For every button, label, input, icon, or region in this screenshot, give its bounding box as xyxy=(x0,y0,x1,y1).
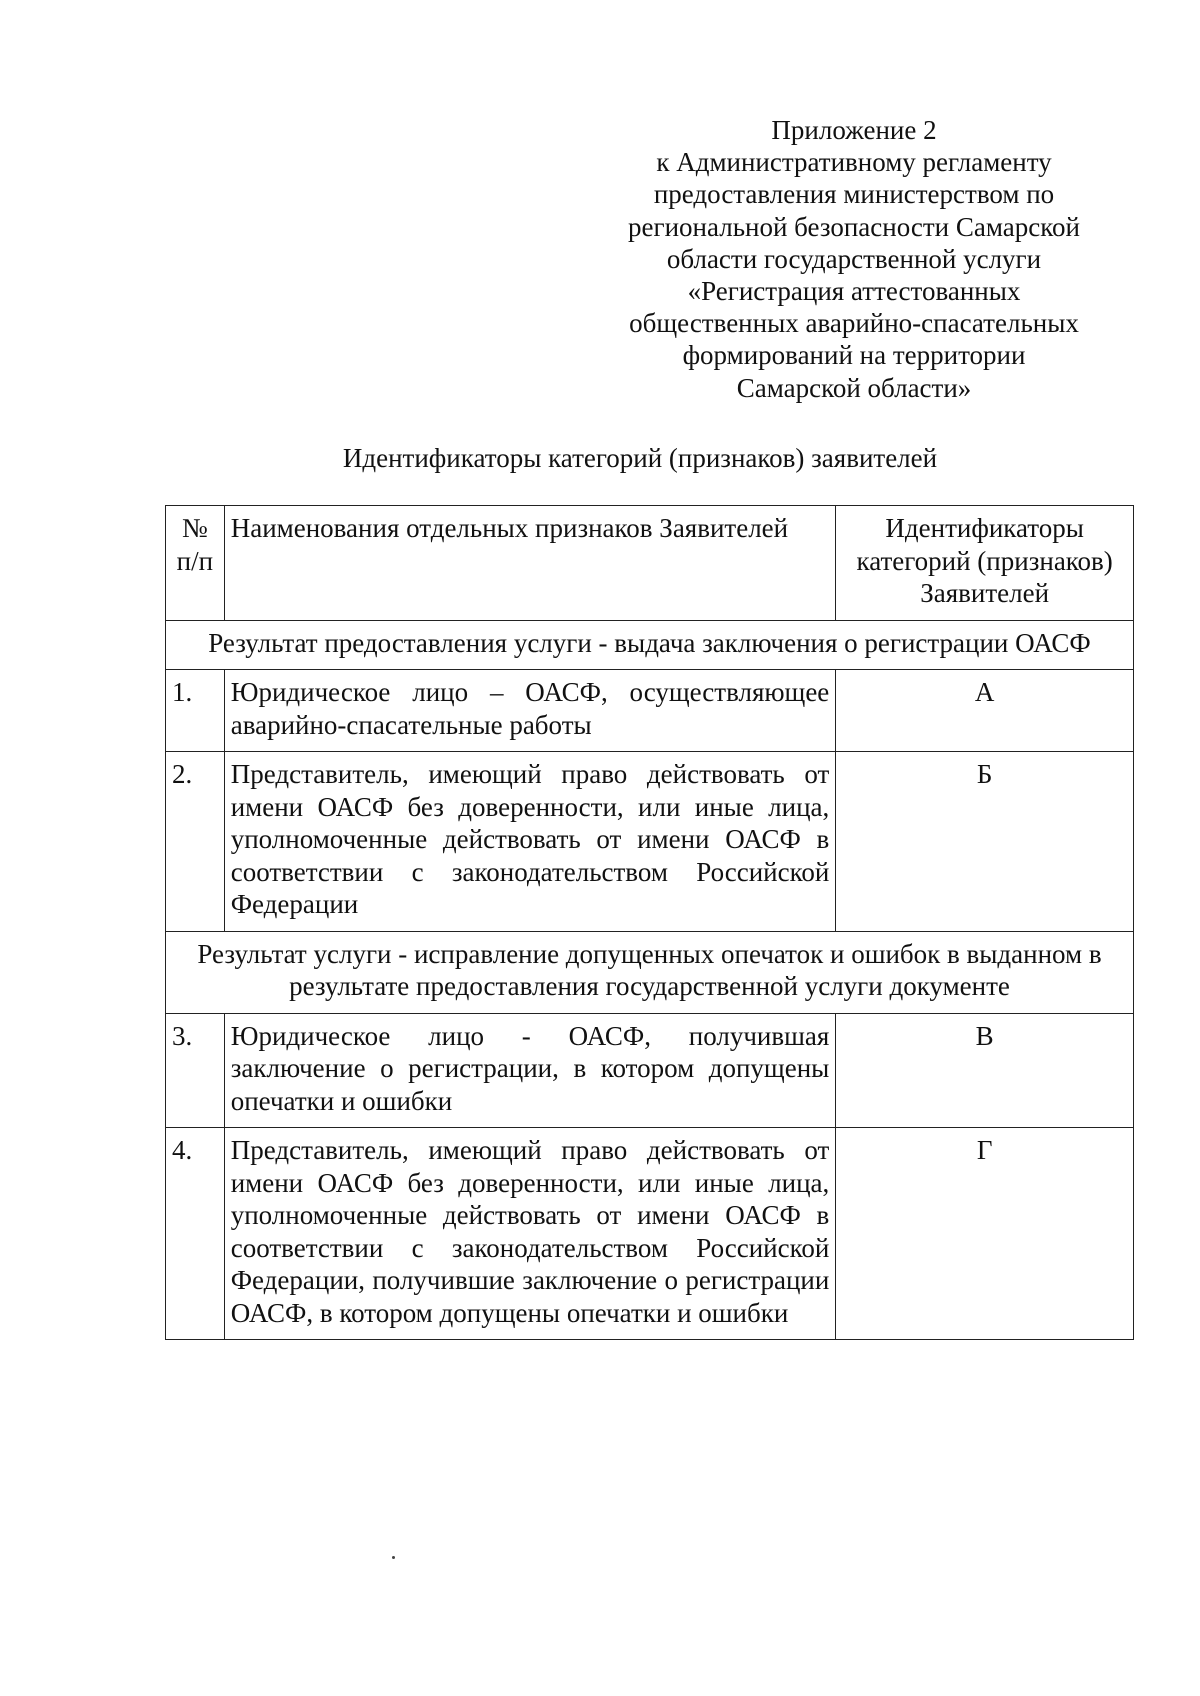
section-title: Результат услуги - исправление допущенных опечаток и ошибок в выданном в результате предоставления государственной услуги документе xyxy=(166,931,1134,1013)
row-name: Юридическое лицо - ОАСФ, получившая заключение о регистрации, в котором допущены опечатки и ошибки xyxy=(224,1013,836,1128)
row-number: 3. xyxy=(166,1013,225,1128)
category-table xyxy=(165,505,1134,1340)
row-number: 1. xyxy=(166,670,225,752)
header-number: № п/п xyxy=(166,506,225,621)
appendix-line: региональной безопасности Самарской xyxy=(628,211,1080,242)
scan-speck xyxy=(392,1556,395,1559)
row-identifier: Г xyxy=(836,1128,1134,1340)
header-identifier: Идентификаторы категорий (признаков) Заявителей xyxy=(836,506,1134,621)
table-row xyxy=(166,1013,1134,1128)
row-name: Юридическое лицо – ОАСФ, осуществляющее аварийно-спасательные работы xyxy=(224,670,836,752)
table-row xyxy=(166,1128,1134,1340)
row-number: 2. xyxy=(166,752,225,932)
table-row xyxy=(166,670,1134,752)
appendix-header xyxy=(604,114,1104,404)
row-name: Представитель, имеющий право действовать от имени ОАСФ без доверенности, или иные лица, уполномоченные действовать от имени ОАСФ в соответствии с законодательством Российской Федерации xyxy=(224,752,836,932)
appendix-line: формирований на территории xyxy=(682,340,1026,371)
header-name: Наименования отдельных признаков Заявителей xyxy=(224,506,836,621)
document-title: Идентификаторы категорий (признаков) заявителей xyxy=(342,443,938,473)
row-identifier: Б xyxy=(836,752,1134,932)
table-header-row xyxy=(166,506,1134,621)
appendix-line: предоставления министерством по xyxy=(653,179,1055,210)
appendix-line: области государственной услуги xyxy=(666,243,1042,274)
row-identifier: В xyxy=(836,1013,1134,1128)
row-identifier: А xyxy=(836,670,1134,752)
appendix-line: Самарской области» xyxy=(736,372,972,403)
row-name: Представитель, имеющий право действовать от имени ОАСФ без доверенности, или иные лица, уполномоченные действовать от имени ОАСФ в соответствии с законодательством Российской Федерации, получившие заключение о регистрации ОАСФ, в котором допущены опечатки и ошибки xyxy=(224,1128,836,1340)
section-row xyxy=(166,620,1134,670)
section-row xyxy=(166,931,1134,1013)
appendix-line: к Административному регламенту xyxy=(656,147,1052,178)
appendix-line: Приложение 2 xyxy=(771,115,937,145)
appendix-line: «Регистрация аттестованных xyxy=(687,276,1021,307)
row-number: 4. xyxy=(166,1128,225,1340)
section-title: Результат предоставления услуги - выдача заключения о регистрации ОАСФ xyxy=(166,620,1134,670)
appendix-line: общественных аварийно-спасательных xyxy=(629,308,1079,339)
table-row xyxy=(166,752,1134,932)
